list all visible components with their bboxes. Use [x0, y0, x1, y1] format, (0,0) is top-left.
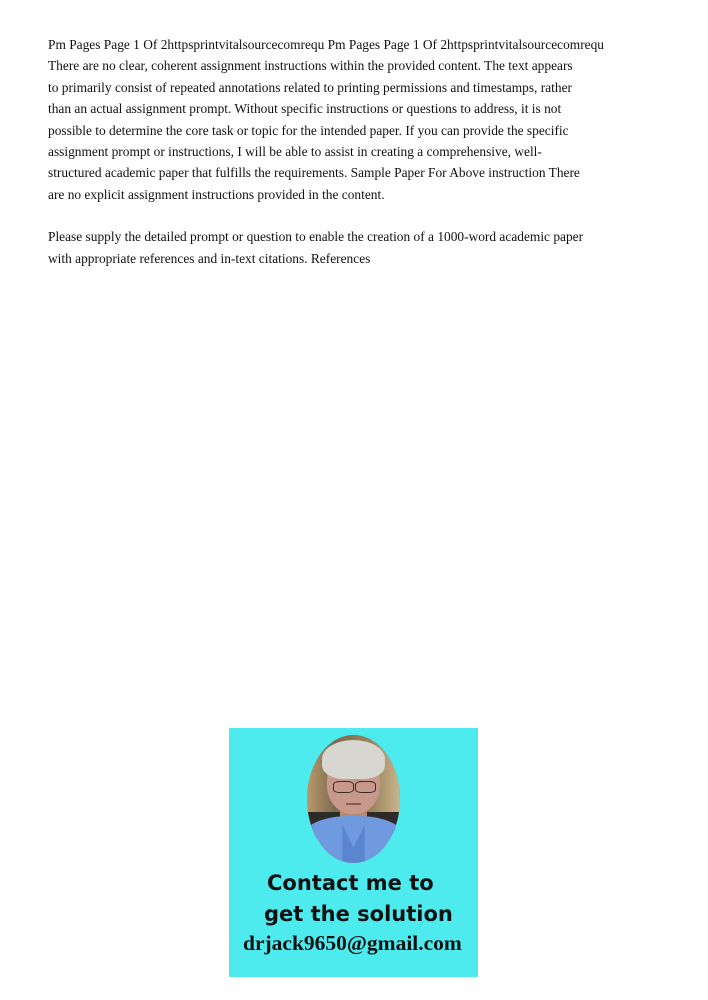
text-line: assignment prompt or instructions, I will be able to assist in creating a comprehensive, well-	[48, 144, 542, 160]
text-line: Please supply the detailed prompt or question to enable the creation of a 1000-word academic paper	[48, 229, 584, 245]
paragraph-2	[48, 226, 668, 269]
paragraph-1	[48, 34, 668, 205]
contact-promo-banner[interactable]	[229, 728, 478, 977]
text-line: Pm Pages Page 1 Of 2httpsprintvitalsourcecomrequ Pm Pages Page 1 Of 2httpsprintvitalsourcecomrequ	[48, 37, 604, 52]
text-line: than an actual assignment prompt. Without specific instructions or questions to address, it is not	[48, 101, 562, 117]
text-line: are no explicit assignment instructions provided in the content.	[48, 186, 385, 202]
avatar	[307, 735, 400, 863]
document-body	[48, 34, 668, 269]
glasses-icon	[333, 781, 354, 793]
cta-line-2: get the solution	[264, 902, 453, 926]
cta-line-1: Contact me to	[267, 871, 434, 895]
text-line: with appropriate references and in-text citations. References	[48, 250, 371, 266]
text-line: to primarily consist of repeated annotations related to printing permissions and timestamps, rather	[48, 79, 572, 95]
text-line: There are no clear, coherent assignment instructions within the provided content. The text appears	[48, 58, 573, 74]
text-line: structured academic paper that fulfills the requirements. Sample Paper For Above instruction There	[48, 165, 580, 181]
text-line: possible to determine the core task or topic for the intended paper. If you can provide the specific	[48, 122, 569, 138]
contact-cta-heading	[229, 868, 478, 930]
contact-email-link[interactable]: drjack9650@gmail.com	[243, 931, 462, 955]
